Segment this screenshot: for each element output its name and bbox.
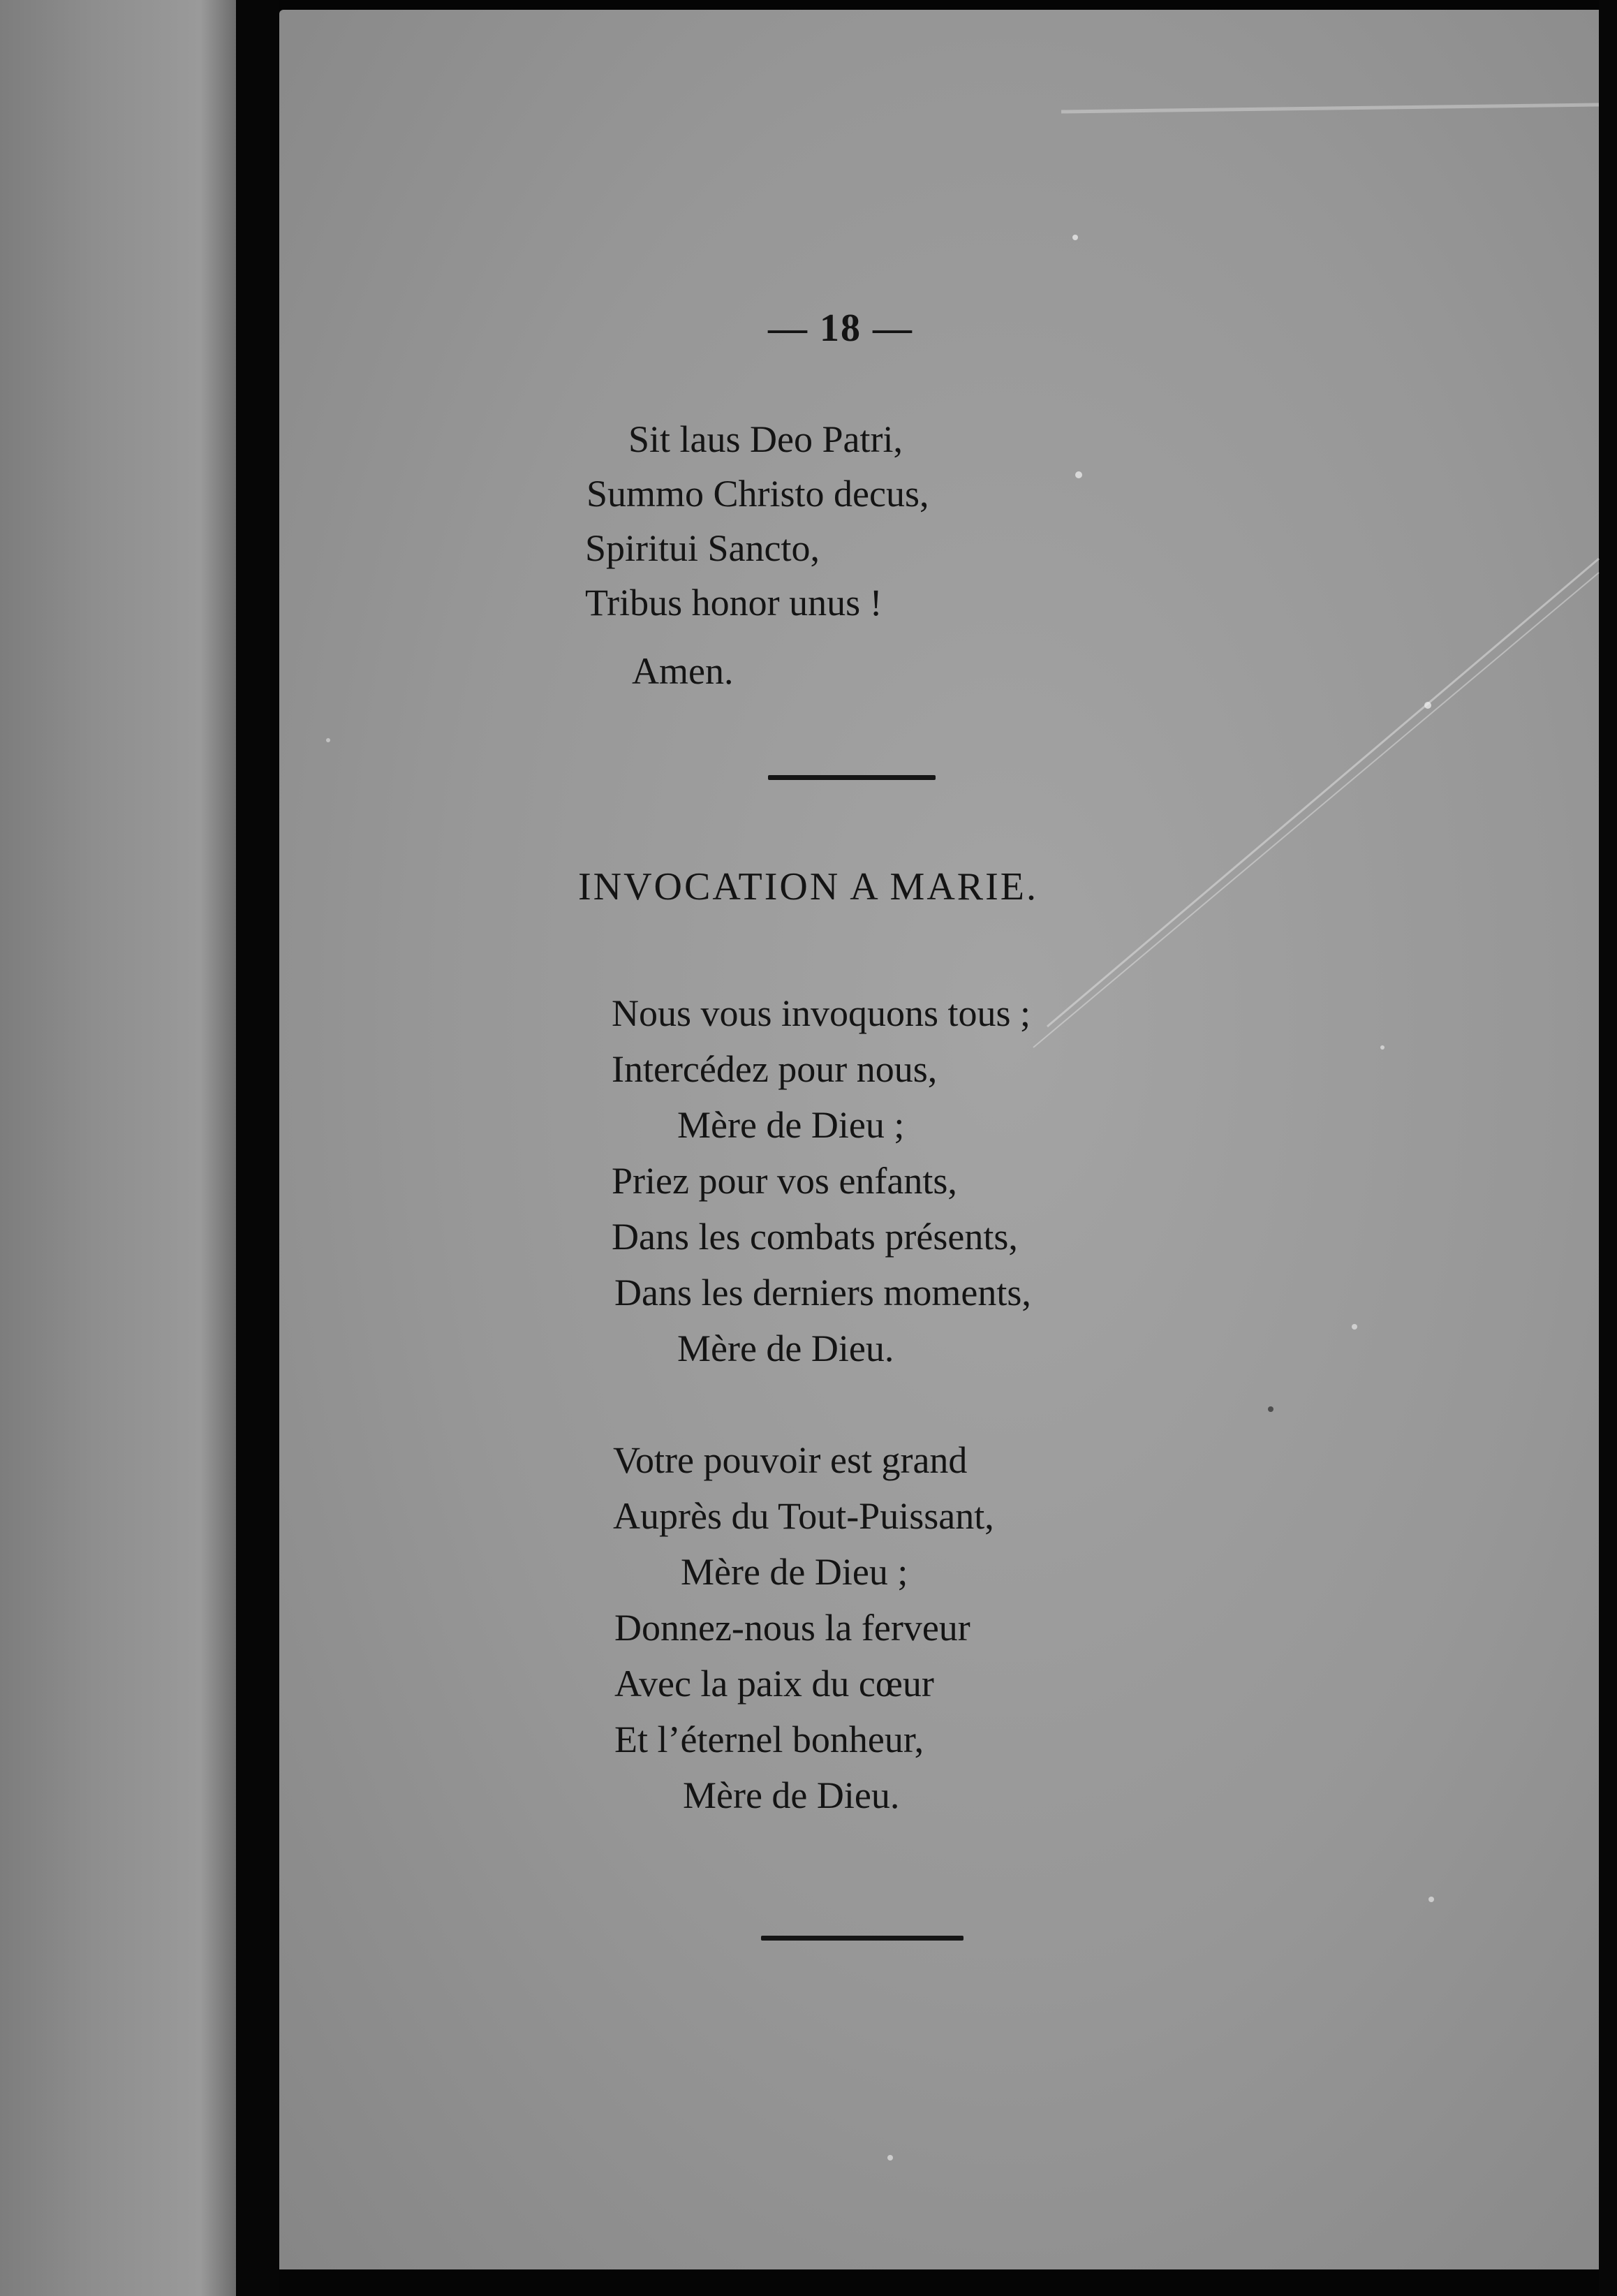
doxology-line: Sit laus Deo Patri,	[628, 418, 903, 460]
stanza-line: Nous vous invoquons tous ;	[612, 992, 1031, 1034]
stanza-line: Auprès du Tout-Puissant,	[613, 1495, 994, 1537]
stanza-refrain: Mère de Dieu ;	[681, 1551, 908, 1593]
stanza-line: Votre pouvoir est grand	[613, 1439, 968, 1481]
section-divider	[761, 1936, 963, 1941]
page-number: — 18 —	[768, 307, 913, 350]
doxology-line: Tribus honor unus !	[585, 582, 883, 624]
stanza-line: Dans les combats présents,	[612, 1216, 1018, 1258]
book-gutter	[236, 0, 279, 2296]
stanza-line: Et l’éternel bonheur,	[614, 1719, 924, 1760]
scan-border-right	[1599, 0, 1617, 2296]
stanza-line: Avec la paix du cœur	[614, 1663, 934, 1705]
doxology-amen: Amen.	[632, 650, 734, 692]
stanza-refrain: Mère de Dieu.	[683, 1774, 900, 1816]
doxology-line: Summo Christo decus,	[586, 473, 929, 515]
stanza-line: Priez pour vos enfants,	[612, 1160, 957, 1202]
book-page	[279, 10, 1599, 2269]
stanza-refrain: Mère de Dieu.	[677, 1327, 894, 1369]
stanza-refrain: Mère de Dieu ;	[677, 1104, 905, 1146]
stanza-line: Dans les derniers moments,	[614, 1272, 1031, 1313]
hymn-title: INVOCATION A MARIE.	[578, 865, 1038, 908]
facing-page-edge	[0, 0, 236, 2296]
doxology-line: Spiritui Sancto,	[585, 527, 820, 569]
stanza-line: Donnez-nous la ferveur	[614, 1607, 970, 1649]
section-divider	[768, 775, 936, 780]
stanza-line: Intercédez pour nous,	[612, 1048, 938, 1090]
